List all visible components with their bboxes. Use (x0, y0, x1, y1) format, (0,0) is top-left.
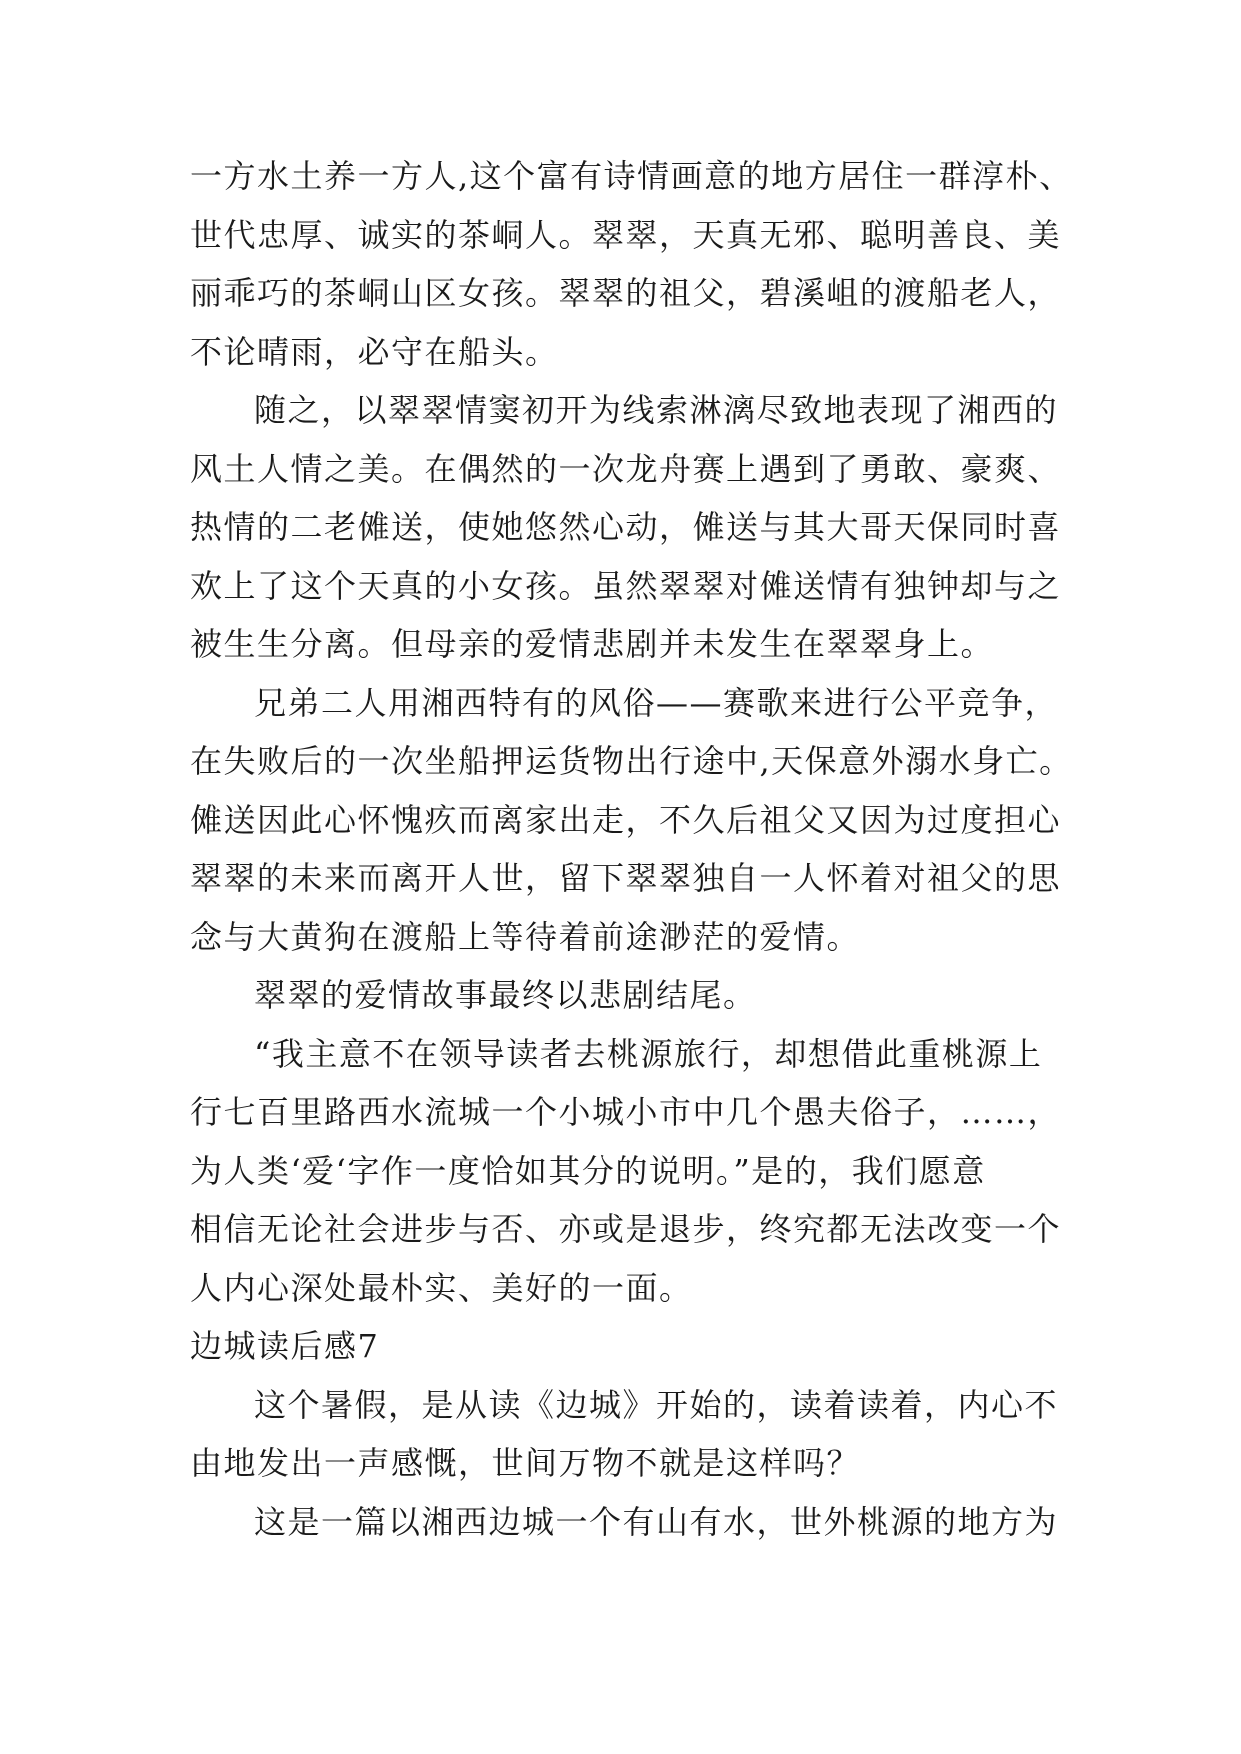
text-line: 在失败后的一次坐船押运货物出行途中,天保意外溺水身亡。 (190, 742, 1073, 780)
text-line: 为人类‘爱‘字作一度恰如其分的说明。”是的，我们愿意 (190, 1151, 986, 1190)
text-line: 不论晴雨，必守在船头。 (190, 332, 559, 371)
text-line: 傩送因此心怀愧疚而离家出走，不久后祖父又因为过度担心 (190, 800, 1062, 839)
text-line: 念与大黄狗在渡船上等待着前途渺茫的爱情。 (190, 917, 861, 956)
text-line: 欢上了这个天真的小女孩。虽然翠翠对傩送情有独钟却与之 (190, 566, 1062, 605)
text-line: 相信无论社会进步与否、亦或是退步，终究都无法改变一个 (190, 1210, 1062, 1248)
paragraph-start-line: 随之，以翠翠情窦初开为线索淋漓尽致地表现了湘西的 (254, 391, 1059, 429)
paragraph-start-line: 兄弟二人用湘西特有的风俗——赛歌来进行公平竞争， (254, 683, 1059, 722)
text-line: 由地发出一声感慨，世间万物不就是这样吗？ (190, 1444, 861, 1482)
text-line: 世代忠厚、诚实的茶峒人。翠翠，天真无邪、聪明善良、美 (190, 215, 1062, 254)
text-line: 丽乖巧的茶峒山区女孩。翠翠的祖父，碧溪岨的渡船老人， (190, 274, 1062, 312)
section-heading: 边城读后感7 (190, 1327, 380, 1365)
paragraph-start-line: “我主意不在领导读者去桃源旅行，却想借此重桃源上 (254, 1034, 1043, 1073)
document-body (190, 147, 1090, 1551)
text-line: 行七百里路西水流城一个小城小市中几个愚夫俗子，……， (190, 1093, 1062, 1131)
paragraph-start-line: 这个暑假，是从读《边城》开始的，读着读着，内心不 (254, 1385, 1059, 1424)
text-line: 翠翠的未来而离开人世，留下翠翠独自一人怀着对祖父的思 (190, 859, 1062, 897)
text-line: 热情的二老傩送，使她悠然心动，傩送与其大哥天保同时喜 (190, 508, 1062, 546)
paragraph-start-line: 翠翠的爱情故事最终以悲剧结尾。 (254, 976, 757, 1014)
text-line: 人内心深处最朴实、美好的一面。 (190, 1268, 693, 1307)
text-line: 风土人情之美。在偶然的一次龙舟赛上遇到了勇敢、豪爽、 (190, 449, 1062, 488)
text-line: 一方水土养一方人,这个富有诗情画意的地方居住一群淳朴、 (190, 157, 1073, 195)
text-line: 被生生分离。但母亲的爱情悲剧并未发生在翠翠身上。 (190, 625, 995, 663)
paragraph-start-line: 这是一篇以湘西边城一个有山有水，世外桃源的地方为 (254, 1502, 1059, 1541)
